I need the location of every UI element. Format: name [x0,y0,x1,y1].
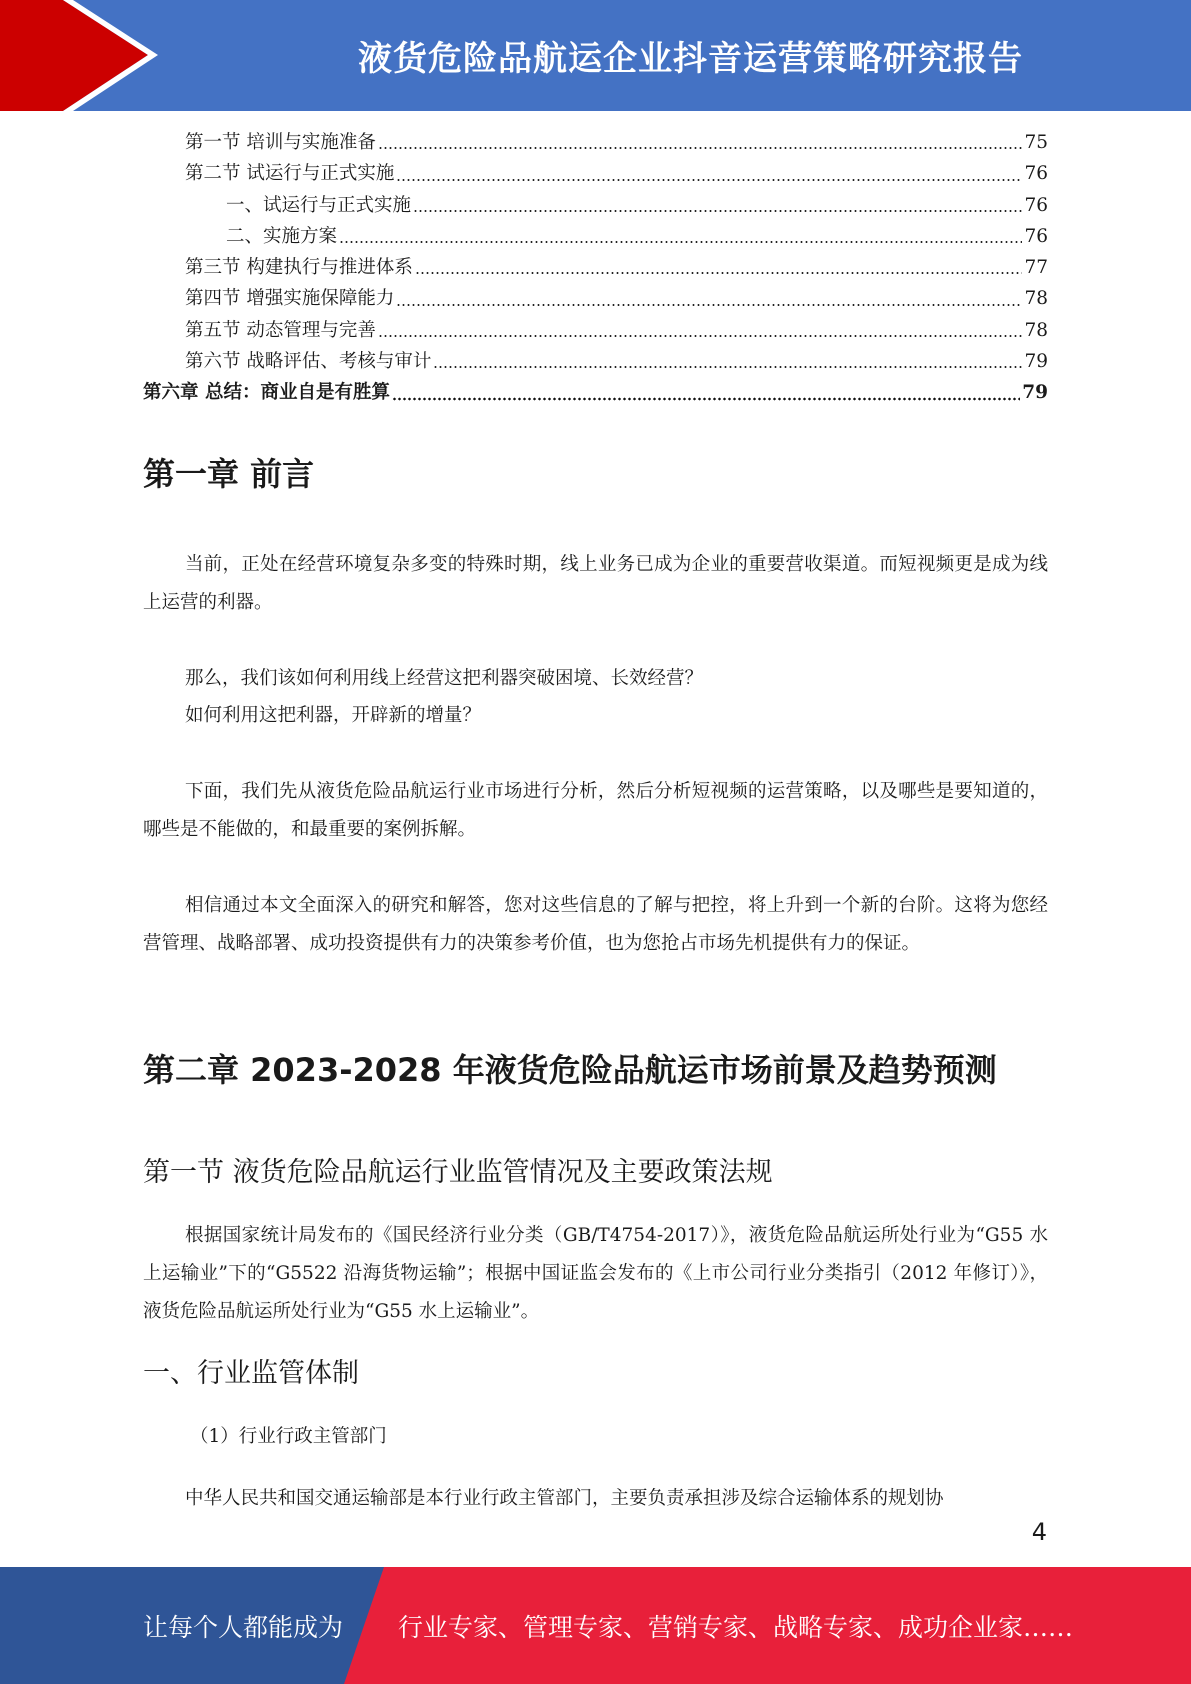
toc-entry-text: 第四节 增强实施保障能力 [185,288,395,310]
toc-entry-text: 一、试运行与正式实施 [226,194,412,216]
page-header [0,0,1191,111]
paragraph: 下面，我们先从液货危险品航运行业市场进行分析，然后分析短视频的运营策略，以及哪些是要知道的，哪些是不能做的，和最重要的案例拆解。 [143,781,1048,840]
report-title: 液货危险品航运企业抖音运营策略研究报告 [358,39,1023,79]
page-footer [0,1567,1191,1684]
toc-entry[interactable] [143,252,1048,283]
toc-entry[interactable] [143,158,1048,189]
toc-leader-dots [378,331,1023,338]
table-of-contents [143,127,1048,409]
toc-leader-dots [396,175,1022,182]
toc-leader-dots [339,237,1022,244]
toc-entry[interactable] [143,283,1048,314]
toc-entry-page: 76 [1024,163,1048,185]
paragraph: 根据国家统计局发布的《国民经济行业分类（GB/T4754-2017）》，液货危险品航运所处行业为“G55 水上运输业”下的“G5522 沿海货物运输”；根据中国证监会发布的《上市公司行业分类指引（2012 年修订）》，液货危险品航运所处行业为“G55 水上运输业”。 [143,1225,1048,1322]
toc-entry-page: 76 [1024,225,1048,247]
paragraph: 相信通过本文全面深入的研究和解答，您对这些信息的了解与把控，将上升到一个新的台阶。这将为您经营管理、战略部署、成功投资提供有力的决策参考价值，也为您抢占市场先机提供有力的保证。 [143,895,1048,954]
question-line: 如何利用这把利器，开辟新的增量？ [185,705,482,726]
toc-entry[interactable] [143,221,1048,252]
toc-entry[interactable] [143,127,1048,158]
question-line: 那么，我们该如何利用线上经营这把利器突破困境、长效经营？ [185,668,704,689]
toc-entry[interactable] [143,190,1048,221]
toc-entry-text: 第五节 动态管理与完善 [185,319,376,341]
toc-entry-text: 第二节 试运行与正式实施 [185,163,395,185]
toc-entry-page: 79 [1022,382,1048,404]
toc-leader-dots [378,143,1023,150]
toc-entry-page: 76 [1024,194,1048,216]
toc-leader-dots [396,300,1022,307]
toc-entry-page: 78 [1024,288,1048,310]
footer-slogan-left: 让每个人都能成为 [143,1612,344,1642]
paragraph: 中华人民共和国交通运输部是本行业行政主管部门，主要负责承担涉及综合运输体系的规划协 [185,1488,944,1509]
footer-slogan-right: 行业专家、管理专家、营销专家、战略专家、成功企业家…… [398,1612,1074,1642]
toc-leader-dots [433,362,1022,369]
paragraph: 当前，正处在经营环境复杂多变的特殊时期，线上业务已成为企业的重要营收渠道。而短视频更是成为线上运营的利器。 [143,554,1048,613]
toc-entry-page: 77 [1024,257,1048,279]
toc-leader-dots [392,394,1020,401]
toc-entry-page: 78 [1024,319,1048,341]
toc-chapter-entry[interactable] [143,377,1048,408]
page-number: 4 [1031,1518,1047,1546]
toc-entry-text: 第一节 培训与实施准备 [185,132,376,153]
toc-entry[interactable] [143,315,1048,346]
toc-entry-page: 79 [1024,351,1048,373]
toc-leader-dots [413,206,1022,213]
toc-entry-text: 第六节 战略评估、考核与审计 [185,351,432,373]
toc-leader-dots [415,268,1023,275]
toc-entry-text: 第六章 总结：商业自是有胜算 [143,382,390,404]
toc-entry[interactable] [143,346,1048,377]
section-heading: 第一节 液货危险品航运行业监管情况及主要政策法规 [143,1157,773,1188]
toc-entry-page: 75 [1024,132,1048,153]
chapter-1-heading: 第一章 前言 [143,455,315,493]
subsection-item: （1）行业行政主管部门 [190,1426,387,1447]
subsection-heading: 一、行业监管体制 [143,1358,359,1389]
chapter-2-heading: 第二章 2023-2028 年液货危险品航运市场前景及趋势预测 [143,1051,997,1089]
toc-entry-text: 第三节 构建执行与推进体系 [185,257,413,279]
toc-entry-text: 二、实施方案 [226,225,338,247]
